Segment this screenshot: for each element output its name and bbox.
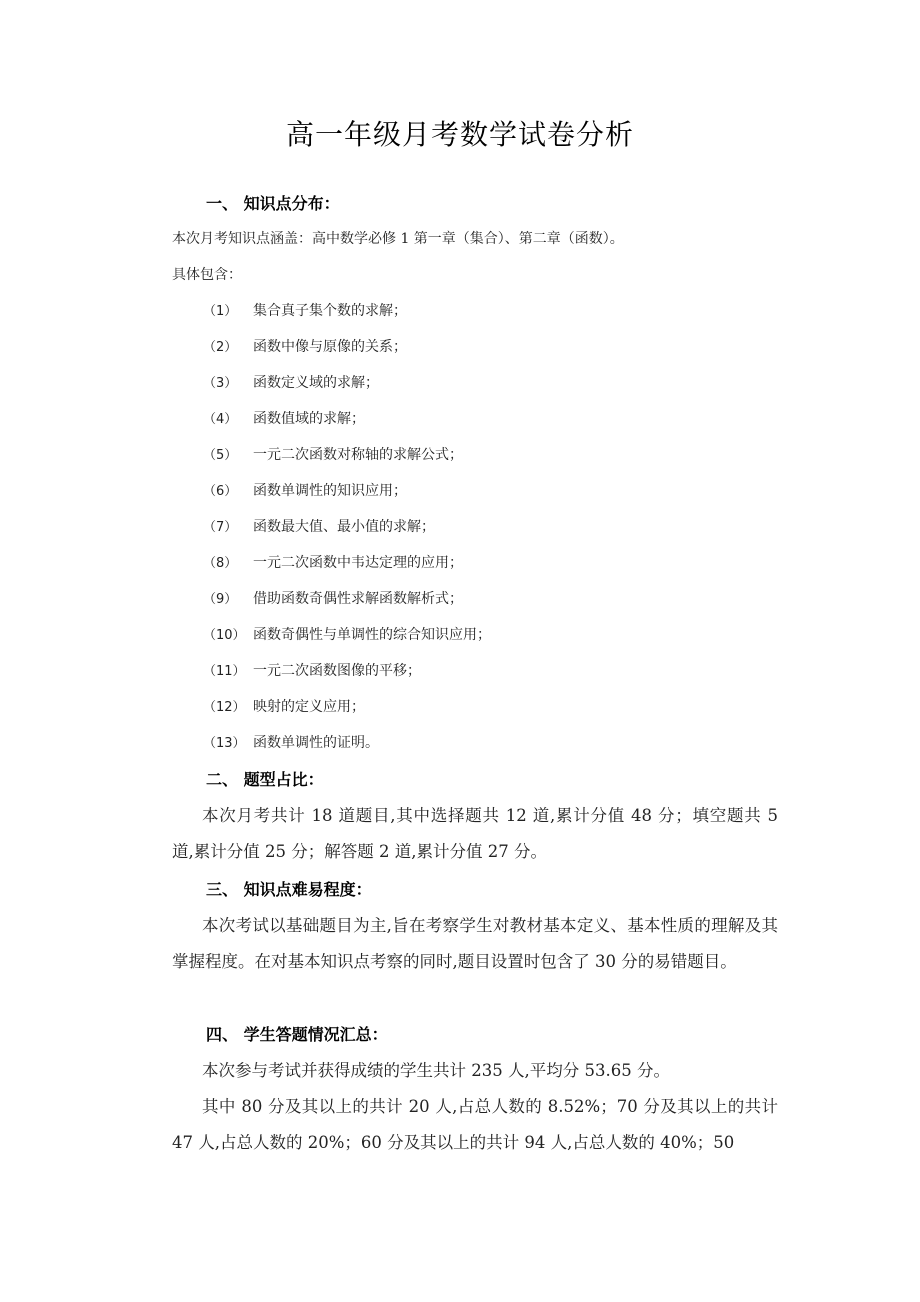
item-text: 函数单调性的知识应用； [253, 483, 407, 499]
item-text: 函数中像与原像的关系； [253, 339, 407, 355]
section-intro: 本次月考知识点涵盖：高中数学必修 1 第一章（集合）、第二章（函数）。 [172, 231, 624, 247]
knowledge-point-item [203, 517, 435, 538]
item-text: 函数奇偶性与单调性的综合知识应用； [253, 627, 491, 643]
item-text: 一元二次函数图像的平移； [253, 663, 421, 679]
knowledge-point-item [203, 445, 463, 466]
knowledge-point-item [203, 625, 491, 646]
item-number: （13） [203, 736, 246, 751]
item-text: 一元二次函数中韦达定理的应用； [253, 555, 463, 571]
item-number: （9） [203, 592, 238, 607]
knowledge-point-item [203, 661, 421, 682]
item-text: 一元二次函数对称轴的求解公式； [253, 447, 463, 463]
item-text: 函数定义域的求解； [253, 375, 379, 391]
section-heading-question-types: 二、 题型占比： [206, 770, 324, 789]
item-number: （7） [203, 520, 238, 535]
knowledge-point-item [203, 589, 463, 610]
section-heading-student-summary: 四、 学生答题情况汇总： [206, 1025, 388, 1044]
item-number: （4） [203, 412, 238, 427]
item-number: （12） [203, 700, 246, 715]
item-number: （6） [203, 484, 238, 499]
section-paragraph: 本次考试以基础题目为主,旨在考察学生对教材基本定义、基本性质的理解及其掌握程度。在对基本知识点考察的同时,题目设置时包含了 30 分的易错题目。 [172, 916, 778, 971]
section-paragraph: 本次月考共计 18 道题目,其中选择题共 12 道,累计分值 48 分；填空题共 5 道,累计分值 25 分；解答题 2 道,累计分值 27 分。 [172, 806, 778, 861]
knowledge-point-item [203, 337, 407, 358]
section-sub-intro: 具体包含： [172, 267, 242, 283]
item-text: 映射的定义应用； [253, 699, 365, 715]
knowledge-point-item [203, 373, 379, 394]
knowledge-point-item [203, 481, 407, 502]
knowledge-point-item [203, 553, 463, 574]
item-number: （10） [203, 628, 246, 643]
item-text: 函数单调性的证明。 [253, 735, 379, 751]
knowledge-point-item [203, 301, 407, 322]
item-text: 函数值域的求解； [253, 411, 365, 427]
item-number: （2） [203, 340, 238, 355]
document-title: 高一年级月考数学试卷分析 [285, 118, 634, 151]
item-number: （1） [203, 304, 238, 319]
section-paragraph: 其中 80 分及其以上的共计 20 人,占总人数的 8.52%；70 分及其以上的共计 47 人,占总人数的 20%；60 分及其以上的共计 94 人,占总人数的 40%；50 [172, 1097, 778, 1152]
knowledge-point-item [203, 697, 365, 718]
item-number: （5） [203, 448, 238, 463]
item-text: 集合真子集个数的求解； [253, 303, 407, 319]
section-heading-knowledge-distribution: 一、 知识点分布： [206, 194, 340, 213]
knowledge-point-item [203, 409, 365, 430]
item-text: 函数最大值、最小值的求解； [253, 519, 435, 535]
item-number: （8） [203, 556, 238, 571]
item-number: （11） [203, 664, 246, 679]
knowledge-point-item [203, 733, 379, 754]
section-paragraph: 本次参与考试并获得成绩的学生共计 235 人,平均分 53.65 分。 [202, 1061, 670, 1080]
item-number: （3） [203, 376, 238, 391]
section-heading-difficulty: 三、 知识点难易程度： [206, 880, 372, 899]
item-text: 借助函数奇偶性求解函数解析式； [253, 591, 463, 607]
